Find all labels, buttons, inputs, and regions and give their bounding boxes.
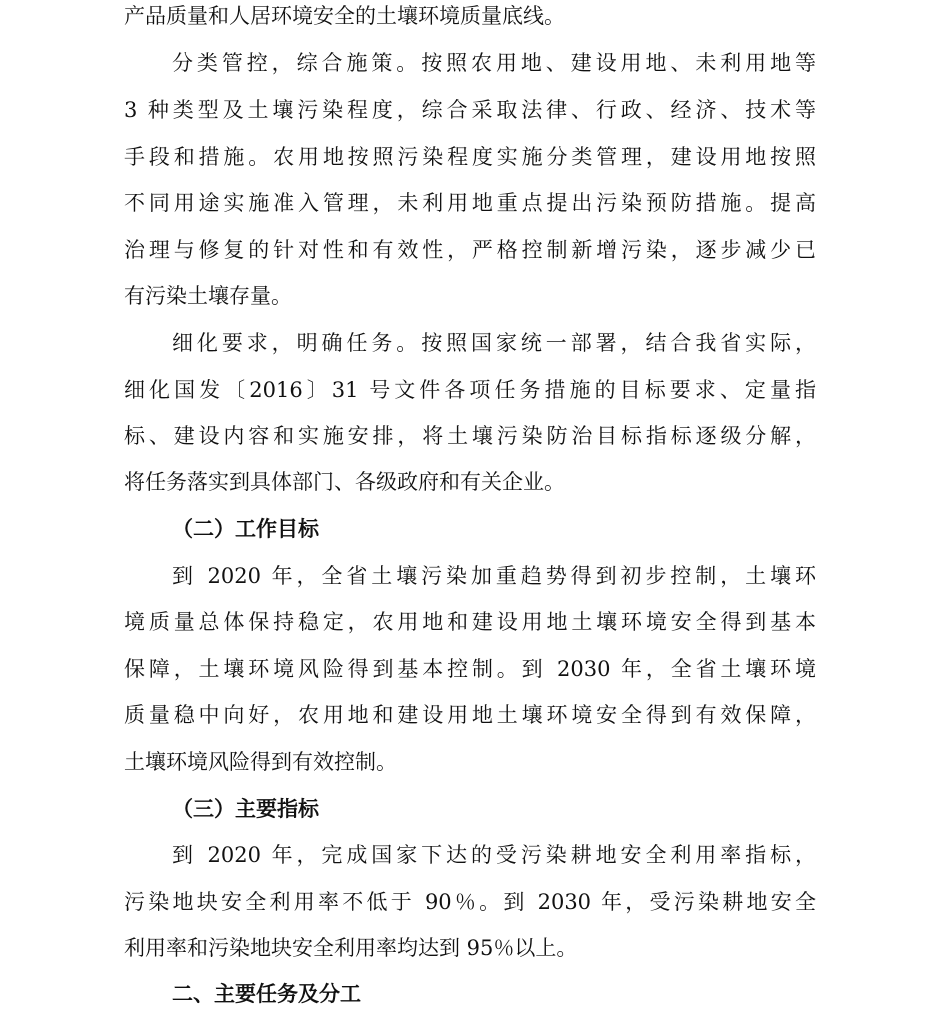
paragraph-line: 到 2020 年，完成国家下达的受污染耕地安全利用率指标， [172, 843, 816, 867]
paragraph-line: 保障，土壤环境风险得到基本控制。到 2030 年，全省土壤环境 [124, 657, 816, 681]
paragraph-line: 治理与修复的针对性和有效性，严格控制新增污染，逐步减少已 [124, 238, 816, 262]
paragraph-line: 不同用途实施准入管理，未利用地重点提出污染预防措施。提高 [124, 191, 816, 215]
paragraph-line: 利用率和污染地块安全利用率均达到 95％以上。 [124, 936, 578, 960]
paragraph-line: 细化要求，明确任务。按照国家统一部署，结合我省实际， [172, 331, 816, 355]
section-heading: （二）工作目标 [172, 517, 319, 541]
paragraph-line: 产品质量和人居环境安全的土壤环境质量底线。 [124, 4, 565, 28]
paragraph-line: 手段和措施。农用地按照污染程度实施分类管理，建设用地按照 [124, 145, 816, 169]
paragraph-line: 分类管控，综合施策。按照农用地、建设用地、未利用地等 [172, 51, 816, 75]
section-heading: （三）主要指标 [172, 797, 319, 821]
paragraph-line: 污染地块安全利用率不低于 90％。到 2030 年，受污染耕地安全 [124, 890, 816, 914]
paragraph-line: 将任务落实到具体部门、各级政府和有关企业。 [124, 470, 565, 494]
paragraph-line: 土壤环境风险得到有效控制。 [124, 750, 397, 774]
paragraph-line: 质量稳中向好，农用地和建设用地土壤环境安全得到有效保障， [124, 703, 816, 727]
paragraph-line: 细化国发〔2016〕31 号文件各项任务措施的目标要求、定量指 [124, 378, 816, 402]
paragraph-line: 3 种类型及土壤污染程度，综合采取法律、行政、经济、技术等 [124, 98, 816, 122]
paragraph-line: 境质量总体保持稳定，农用地和建设用地土壤环境安全得到基本 [124, 610, 816, 634]
paragraph-line: 标、建设内容和实施安排，将土壤污染防治目标指标逐级分解， [124, 424, 816, 448]
paragraph-line: 到 2020 年，全省土壤污染加重趋势得到初步控制，土壤环 [172, 564, 816, 588]
paragraph-line: 有污染土壤存量。 [124, 284, 292, 308]
chapter-heading: 二、主要任务及分工 [172, 982, 361, 1006]
